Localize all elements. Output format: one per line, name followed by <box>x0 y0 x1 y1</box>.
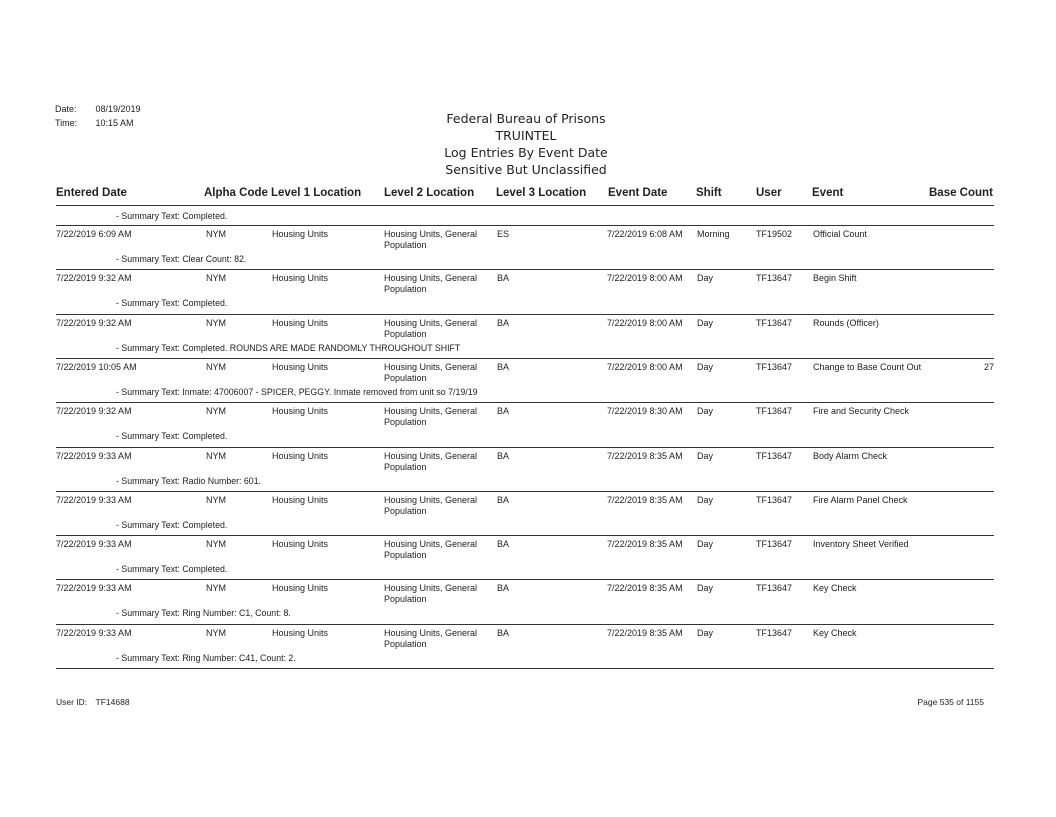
cell-event: Begin Shift <box>813 273 857 284</box>
row-separator <box>56 491 994 492</box>
col-event-date: Event Date <box>608 187 668 199</box>
cell-alpha-code: NYM <box>206 361 226 372</box>
footer-user-label: User ID: <box>56 697 88 707</box>
cell-alpha-code: NYM <box>206 406 226 417</box>
cell-level3: BA <box>497 317 510 328</box>
cell-event-date: 7/22/2019 8:35 AM <box>607 450 683 461</box>
cell-level1: Housing Units <box>272 361 329 372</box>
cell-shift: Day <box>697 627 714 638</box>
cell-event: Key Check <box>813 583 857 594</box>
cell-shift: Day <box>697 494 714 505</box>
time-label: Time: <box>55 118 78 128</box>
time-value: 10:15 AM <box>95 118 134 128</box>
cell-shift: Morning <box>697 229 730 239</box>
cell-event-date: 7/22/2019 8:00 AM <box>607 361 683 372</box>
cell-event: Rounds (Officer) <box>813 317 879 328</box>
cell-user: TF13647 <box>756 273 793 284</box>
footer-page-number: Page 535 of 1155 <box>917 697 984 707</box>
row-separator <box>56 624 994 625</box>
cell-alpha-code: NYM <box>206 229 226 239</box>
title-report-name: Log Entries By Event Date <box>444 145 608 160</box>
cell-entered-date: 7/22/2019 9:33 AM <box>56 583 132 594</box>
summary-text: - Summary Text: Radio Number: 601. <box>116 475 262 486</box>
summary-text: - Summary Text: Inmate: 47006007 - SPICER, PEGGY. Inmate removed from unit so 7/19/19 <box>116 386 478 397</box>
cell-shift: Day <box>697 273 714 284</box>
col-alpha-code: Alpha Code <box>204 187 268 199</box>
cell-level3: BA <box>497 627 510 638</box>
row-separator <box>56 225 994 226</box>
cell-level2: Housing Units, General Population <box>384 229 478 250</box>
cell-alpha-code: NYM <box>206 450 226 461</box>
summary-text: - Summary Text: Ring Number: C41, Count: 2. <box>116 652 296 663</box>
col-level2: Level 2 Location <box>384 187 475 199</box>
footer-user-value: TF14688 <box>95 697 130 707</box>
row-separator <box>56 358 994 359</box>
cell-shift: Day <box>697 406 714 417</box>
summary-text: - Summary Text: Completed. <box>116 519 228 530</box>
cell-user: TF13647 <box>756 317 793 328</box>
cell-level1: Housing Units <box>272 273 329 284</box>
cell-entered-date: 7/22/2019 6:09 AM <box>56 229 132 239</box>
cell-base-count: 27 <box>983 361 994 372</box>
cell-level3: ES <box>497 229 510 239</box>
cell-user: TF13647 <box>756 361 793 372</box>
row-separator <box>56 535 994 536</box>
col-level1: Level 1 Location <box>271 187 362 199</box>
summary-text: - Summary Text: Clear Count: 82. <box>116 254 247 264</box>
cell-level2: Housing Units, General Population <box>384 450 478 472</box>
col-base-count: Base Count <box>929 187 993 199</box>
cell-event-date: 7/22/2019 8:00 AM <box>607 273 683 284</box>
cell-level3: BA <box>497 494 510 505</box>
cell-event: Body Alarm Check <box>813 450 888 461</box>
row-separator <box>56 447 994 448</box>
col-shift: Shift <box>696 187 722 199</box>
cell-level3: BA <box>497 273 510 284</box>
cell-level2: Housing Units, General Population <box>384 494 478 516</box>
table-header <box>56 186 994 206</box>
cell-event-date: 7/22/2019 8:00 AM <box>607 317 683 328</box>
cell-level2: Housing Units, General Population <box>384 539 478 561</box>
cell-event: Fire Alarm Panel Check <box>813 494 908 505</box>
cell-alpha-code: NYM <box>206 539 226 550</box>
cell-event-date: 7/22/2019 8:30 AM <box>607 406 683 417</box>
cell-alpha-code: NYM <box>206 317 226 328</box>
cell-event-date: 7/22/2019 6:08 AM <box>607 229 683 239</box>
col-level3: Level 3 Location <box>496 187 587 199</box>
cell-level2: Housing Units, General Population <box>384 361 478 383</box>
cell-user: TF13647 <box>756 406 793 417</box>
cell-level1: Housing Units <box>272 450 329 461</box>
cell-alpha-code: NYM <box>206 494 226 505</box>
cell-level3: BA <box>497 583 510 594</box>
cell-level3: BA <box>497 539 510 550</box>
cell-entered-date: 7/22/2019 9:32 AM <box>56 406 132 417</box>
cell-entered-date: 7/22/2019 10:05 AM <box>56 361 137 372</box>
table-bottom-border <box>56 668 994 669</box>
report-title <box>0 110 1056 178</box>
cell-alpha-code: NYM <box>206 627 226 638</box>
cell-alpha-code: NYM <box>206 273 226 284</box>
cell-level2: Housing Units, General Population <box>384 583 478 605</box>
footer-user <box>56 697 130 707</box>
cell-level1: Housing Units <box>272 583 329 594</box>
title-system: TRUINTEL <box>495 128 557 143</box>
cell-level2: Housing Units, General Population <box>384 406 478 428</box>
cell-level1: Housing Units <box>272 406 329 417</box>
cell-shift: Day <box>697 539 714 550</box>
summary-text: - Summary Text: Completed. <box>116 564 228 575</box>
cell-level2: Housing Units, General Population <box>384 273 478 295</box>
cell-level1: Housing Units <box>272 494 329 505</box>
top-summary-text: - Summary Text: Completed. <box>116 211 228 221</box>
cell-level1: Housing Units <box>272 539 329 550</box>
summary-text: - Summary Text: Completed. <box>116 431 228 442</box>
cell-event-date: 7/22/2019 8:35 AM <box>607 583 683 594</box>
cell-shift: Day <box>697 583 714 594</box>
title-agency: Federal Bureau of Prisons <box>446 111 606 126</box>
cell-level2: Housing Units, General Population <box>384 317 478 339</box>
cell-event: Key Check <box>813 627 857 638</box>
cell-level2: Housing Units, General Population <box>384 627 478 649</box>
cell-event: Change to Base Count Out <box>813 361 922 372</box>
summary-text: - Summary Text: Completed. ROUNDS ARE MADE RANDOMLY THROUGHOUT SHIFT <box>116 342 461 353</box>
cell-shift: Day <box>697 450 714 461</box>
cell-event-date: 7/22/2019 8:35 AM <box>607 494 683 505</box>
cell-event: Inventory Sheet Verified <box>813 539 909 550</box>
cell-level3: BA <box>497 361 510 372</box>
cell-entered-date: 7/22/2019 9:33 AM <box>56 627 132 638</box>
summary-text: - Summary Text: Ring Number: C1, Count: 8. <box>116 608 291 619</box>
cell-user: TF13647 <box>756 583 793 594</box>
cell-shift: Day <box>697 361 714 372</box>
cell-level1: Housing Units <box>272 229 329 239</box>
row-separator <box>56 314 994 315</box>
cell-user: TF19502 <box>756 229 793 239</box>
row-separator <box>56 402 994 403</box>
col-event: Event <box>812 187 844 199</box>
col-user: User <box>756 187 782 199</box>
cell-entered-date: 7/22/2019 9:33 AM <box>56 494 132 505</box>
summary-text: - Summary Text: Completed. <box>116 298 228 309</box>
date-label: Date: <box>55 104 77 114</box>
date-value: 08/19/2019 <box>95 104 141 114</box>
cell-user: TF13647 <box>756 494 793 505</box>
cell-level1: Housing Units <box>272 627 329 638</box>
cell-entered-date: 7/22/2019 9:32 AM <box>56 317 132 328</box>
cell-event: Fire and Security Check <box>813 406 910 417</box>
title-classification: Sensitive But Unclassified <box>445 162 607 177</box>
cell-shift: Day <box>697 317 714 328</box>
cell-event-date: 7/22/2019 8:35 AM <box>607 627 683 638</box>
col-entered-date: Entered Date <box>56 187 127 199</box>
cell-level1: Housing Units <box>272 317 329 328</box>
cell-event: Official Count <box>813 229 867 239</box>
cell-entered-date: 7/22/2019 9:32 AM <box>56 273 132 284</box>
cell-user: TF13647 <box>756 450 793 461</box>
cell-user: TF13647 <box>756 539 793 550</box>
cell-event-date: 7/22/2019 8:35 AM <box>607 539 683 550</box>
row-separator <box>56 269 994 270</box>
cell-level3: BA <box>497 450 510 461</box>
row-separator <box>56 579 994 580</box>
cell-alpha-code: NYM <box>206 583 226 594</box>
cell-entered-date: 7/22/2019 9:33 AM <box>56 539 132 550</box>
cell-user: TF13647 <box>756 627 793 638</box>
cell-level3: BA <box>497 406 510 417</box>
cell-entered-date: 7/22/2019 9:33 AM <box>56 450 132 461</box>
